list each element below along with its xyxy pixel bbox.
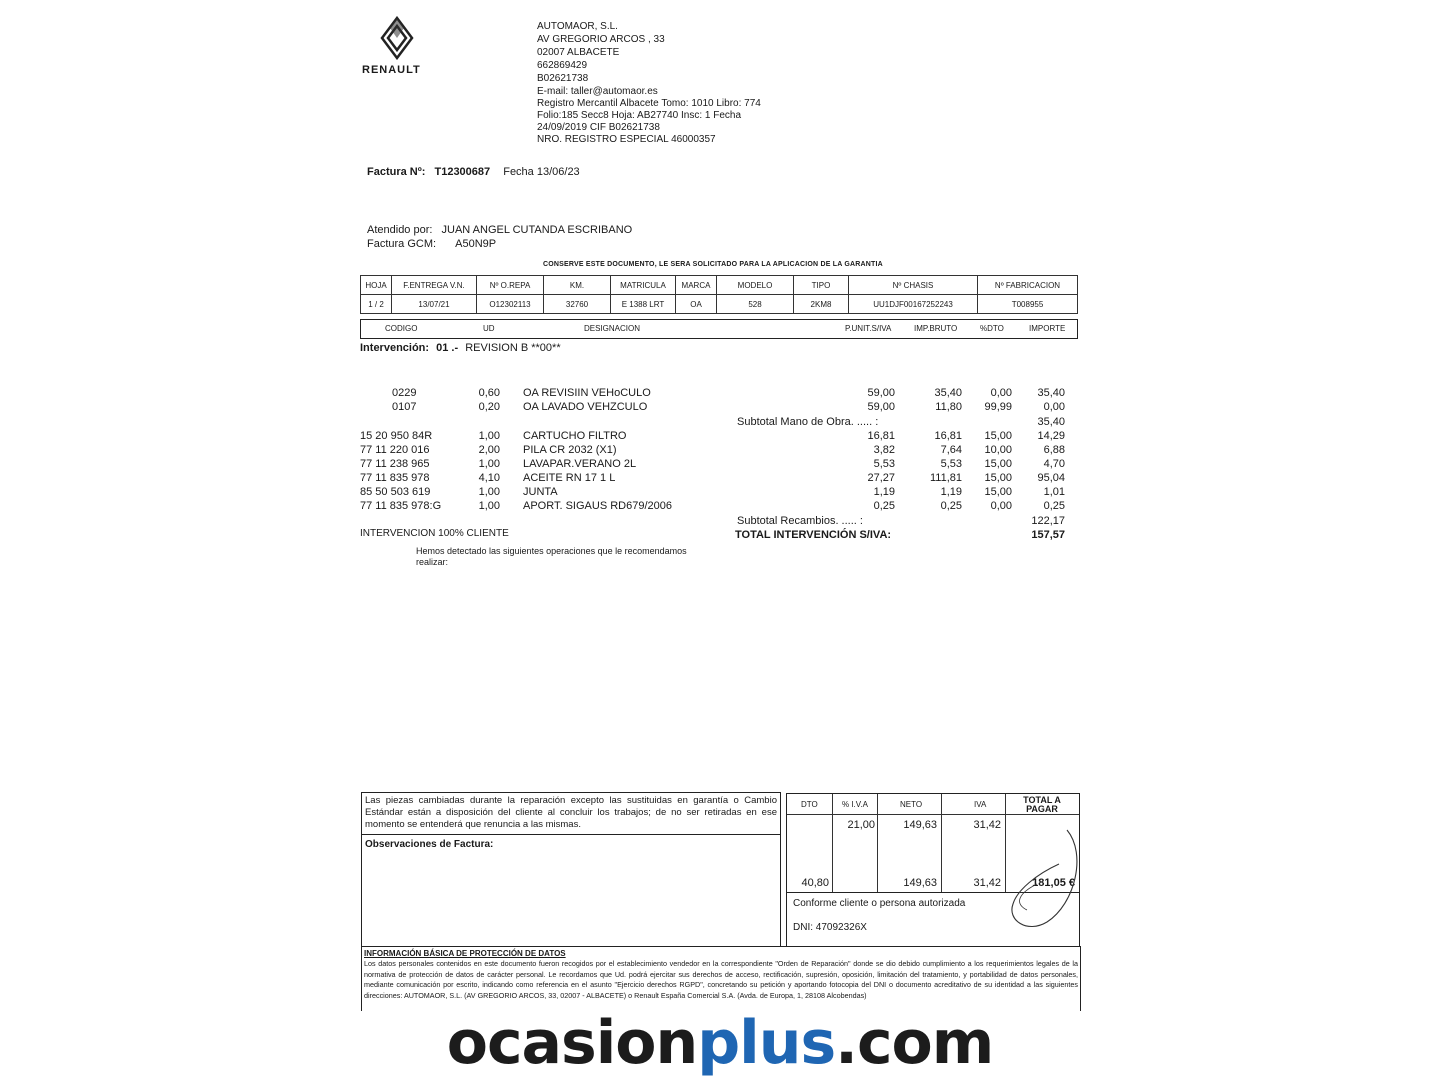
net-total: 149,63 [903, 877, 937, 889]
line-code: 77 11 835 978:G [360, 500, 442, 512]
intervention-number: 01 .- [436, 342, 459, 354]
line-desc: ACEITE RN 17 1 L [523, 472, 616, 484]
totals-header-vat-pct: % I.V.A [842, 800, 868, 809]
renault-logo [362, 16, 436, 76]
line-dto: 15,00 [984, 486, 1012, 498]
legal-body: Los datos personales contenidos en este documento fueron recogidos por el establecimiento vendedor en la correspondiente "Orden de Reparación" donde se dio debido cumplimiento a los requerimientos legales de la normativa de protección de datos de carácter personal. Le recordamos que Ud. podrá ejercitar sus derechos de acceso, rectificación, supresión, oposición, limitación del tratamiento, y portabilidad de datos personales, mediante comunicación por escrito, indicando como referencia en el asunto "Ejercicio derechos RGPD", concretando su petición y aportando fotocopia del DNI o documento acreditativo de su identidad a las siguientes direcciones: AUTOMAOR, S.L. (AV GREGORIO ARCOS, 33, 02007 - ALBACETE) o Renault España Comercial S.A. (Avda. de Europa, 1, 28108 Alcobendas) [364, 959, 1078, 1000]
vehicle-value: UU1DJF00167252243 [849, 295, 978, 314]
line-amount: 6,88 [1043, 444, 1065, 456]
col-ud: UD [483, 324, 495, 333]
line-price: 27,27 [867, 472, 895, 484]
net-row: 149,63 [903, 819, 937, 831]
legal-title: INFORMACIÓN BÁSICA DE PROTECCIÓN DE DATOS [364, 949, 566, 958]
recommend-note [416, 546, 687, 568]
vehicle-header: Nº CHASIS [849, 276, 978, 295]
col-code: CODIGO [385, 324, 418, 333]
intervention-title: REVISION B **00** [465, 342, 561, 354]
line-gross: 111,81 [929, 472, 962, 484]
observations-label: Observaciones de Factura: [365, 839, 494, 850]
vehicle-table [360, 275, 1078, 314]
vat-row: 31,42 [973, 819, 1001, 831]
vehicle-header-row [361, 276, 1078, 295]
company-line: AUTOMAOR, S.L. [537, 21, 618, 32]
gcm-label: Factura GCM: [367, 238, 437, 250]
invoice-number: T12300687 [434, 166, 491, 178]
company-line: AV GREGORIO ARCOS , 33 [537, 34, 665, 45]
subtotal-parts-label: Subtotal Recambios. ..... : [737, 515, 863, 527]
line-dto: 0,00 [990, 500, 1012, 512]
line-desc: CARTUCHO FILTRO [523, 430, 627, 442]
vehicle-value: 32760 [544, 295, 611, 314]
dto-total: 40,80 [801, 877, 829, 889]
line-gross: 35,40 [934, 387, 962, 399]
line-amount: 0,25 [1043, 500, 1065, 512]
line-amount: 0,00 [1043, 401, 1065, 413]
line-price: 1,19 [873, 486, 895, 498]
line-desc: JUNTA [523, 486, 558, 498]
parts-notice: Las piezas cambiadas durante la reparación excepto las sustituidas en garantía o Cambio Estándar están a disposición del cliente al concluir los trabajos; de no ser retiradas en ese momento se entenderá que renuncia a las mismas. [362, 793, 780, 835]
line-ud: 0,60 [478, 387, 500, 399]
invoice-date-label: Fecha [503, 166, 534, 178]
signature-mark [997, 824, 1079, 934]
totals-header-net: NETO [900, 800, 923, 809]
line-code: 15 20 950 84R [360, 430, 433, 442]
line-ud: 2,00 [478, 444, 500, 456]
recommend-line: Hemos detectado las siguientes operaciones que le recomendamos [416, 546, 687, 556]
col-discount: %DTO [980, 324, 1004, 333]
lines-header [360, 319, 1078, 339]
line-desc: LAVAPAR.VERANO 2L [523, 458, 637, 470]
vehicle-header: TIPO [794, 276, 849, 295]
intervention-line [360, 342, 561, 354]
col-designation: DESIGNACION [584, 324, 641, 333]
line-code: 77 11 238 965 [360, 458, 430, 470]
vehicle-header: HOJA [361, 276, 392, 295]
line-dto: 15,00 [984, 458, 1012, 470]
vehicle-value: OA [676, 295, 717, 314]
line-ud: 1,00 [478, 500, 500, 512]
attended-name: JUAN ANGEL CUTANDA ESCRIBANO [441, 224, 633, 236]
line-ud: 4,10 [478, 472, 500, 484]
vehicle-header: Nº FABRICACION [978, 276, 1078, 295]
line-dto: 15,00 [984, 472, 1012, 484]
registry-line: 24/09/2019 CIF B02621738 [537, 122, 660, 133]
line-dto: 10,00 [984, 444, 1012, 456]
line-code: 77 11 220 016 [360, 444, 430, 456]
totals-header-vat: IVA [974, 800, 987, 809]
attended-label: Atendido por: [367, 224, 433, 236]
watermark-part: .com [835, 1008, 994, 1078]
recommend-line: realizar: [416, 557, 449, 567]
registry-line: NRO. REGISTRO ESPECIAL 46000357 [537, 134, 716, 145]
col-amount: IMPORTE [1029, 324, 1066, 333]
vehicle-header: MODELO [717, 276, 794, 295]
vehicle-value: O12302113 [477, 295, 544, 314]
line-gross: 7,64 [940, 444, 962, 456]
line-code: 0107 [392, 401, 417, 413]
client-note: INTERVENCION 100% CLIENTE [360, 528, 509, 539]
watermark-part: plus [697, 1008, 836, 1078]
signature-dni: DNI: 47092326X [793, 922, 867, 933]
line-amount: 14,29 [1037, 430, 1065, 442]
vehicle-header: MATRICULA [611, 276, 676, 295]
line-desc: APORT. SIGAUS RD679/2006 [523, 500, 672, 512]
warranty-notice: CONSERVE ESTE DOCUMENTO, LE SERA SOLICITADO PARA LA APLICACION DE LA GARANTIA [543, 261, 883, 268]
company-line: 662869429 [537, 60, 588, 71]
grand-total: 181,05 € [1032, 877, 1075, 889]
registry-line: Registro Mercantil Albacete Tomo: 1010 Libro: 774 [537, 98, 761, 109]
registry-line: Folio:185 Secc8 Hoja: AB27740 Insc: 1 Fecha [537, 110, 742, 121]
signature-label: Conforme cliente o persona autorizada [793, 898, 966, 909]
company-line: E-mail: taller@automaor.es [537, 86, 658, 97]
line-dto: 0,00 [990, 387, 1012, 399]
attended-block [367, 223, 632, 251]
line-code: 85 50 503 619 [360, 486, 431, 498]
line-gross: 16,81 [934, 430, 962, 442]
vehicle-header: MARCA [676, 276, 717, 295]
subtotal-labor-amount: 35,40 [1037, 416, 1065, 428]
subtotal-parts-amount: 122,17 [1031, 515, 1065, 527]
company-line: B02621738 [537, 73, 589, 84]
vehicle-header: Nº O.REPA [477, 276, 544, 295]
invoice-line [367, 166, 580, 178]
col-unit-price: P.UNIT.S/IVA [845, 324, 892, 333]
line-desc: OA LAVADO VEHZCULO [523, 401, 648, 413]
line-code: 0229 [392, 387, 417, 399]
parts-observations-box [361, 792, 781, 947]
totals-header-total: TOTAL A PAGAR [1023, 795, 1061, 814]
line-gross: 1,19 [940, 486, 962, 498]
invoice-label: Factura Nº: [367, 166, 426, 178]
line-ud: 1,00 [478, 430, 500, 442]
line-ud: 0,20 [478, 401, 500, 413]
data-protection-box [361, 946, 1081, 1011]
subtotal-labor-label: Subtotal Mano de Obra. ..... : [737, 416, 879, 428]
total-intervention-amount: 157,57 [1031, 529, 1065, 541]
total-intervention-label: TOTAL INTERVENCIÓN S/IVA: [735, 529, 892, 541]
invoice-date: 13/06/23 [536, 166, 580, 178]
brand-name: RENAULT [362, 64, 421, 76]
vehicle-value-row [361, 295, 1078, 314]
totals-box [786, 793, 1080, 947]
company-line: 02007 ALBACETE [537, 47, 620, 58]
line-price: 59,00 [867, 387, 895, 399]
line-code: 77 11 835 978 [360, 472, 430, 484]
line-price: 0,25 [873, 500, 895, 512]
line-desc: OA REVISIIN VEHoCULO [523, 387, 651, 399]
gcm-value: A50N9P [455, 238, 497, 250]
vehicle-value: E 1388 LRT [611, 295, 676, 314]
vehicle-value: 13/07/21 [392, 295, 477, 314]
vehicle-value: 528 [717, 295, 794, 314]
line-price: 16,81 [867, 430, 895, 442]
line-desc: PILA CR 2032 (X1) [523, 444, 617, 456]
vat-total: 31,42 [973, 877, 1001, 889]
line-dto: 99,99 [984, 401, 1012, 413]
line-amount: 35,40 [1037, 387, 1065, 399]
line-ud: 1,00 [478, 486, 500, 498]
watermark-part: ocasion [446, 1008, 698, 1078]
totals-header-dto: DTO [801, 800, 818, 809]
vehicle-value: T008955 [978, 295, 1078, 314]
line-dto: 15,00 [984, 430, 1012, 442]
vat-pct: 21,00 [847, 819, 875, 831]
line-amount: 4,70 [1043, 458, 1065, 470]
line-ud: 1,00 [478, 458, 500, 470]
line-price: 3,82 [873, 444, 895, 456]
ocasionplus-watermark [0, 1008, 1440, 1078]
vehicle-value: 1 / 2 [361, 295, 392, 314]
vehicle-header: KM. [544, 276, 611, 295]
line-amount: 1,01 [1043, 486, 1065, 498]
vehicle-header: F.ENTREGA V.N. [392, 276, 477, 295]
company-block [537, 20, 761, 146]
line-gross: 5,53 [940, 458, 962, 470]
line-gross: 11,80 [935, 401, 962, 413]
intervention-label: Intervención: [360, 342, 430, 354]
line-gross: 0,25 [940, 500, 962, 512]
line-amount: 95,04 [1037, 472, 1065, 484]
line-price: 5,53 [873, 458, 895, 470]
renault-diamond-icon [380, 16, 414, 60]
col-gross: IMP.BRUTO [914, 324, 958, 333]
line-price: 59,00 [867, 401, 895, 413]
vehicle-value: 2KM8 [794, 295, 849, 314]
